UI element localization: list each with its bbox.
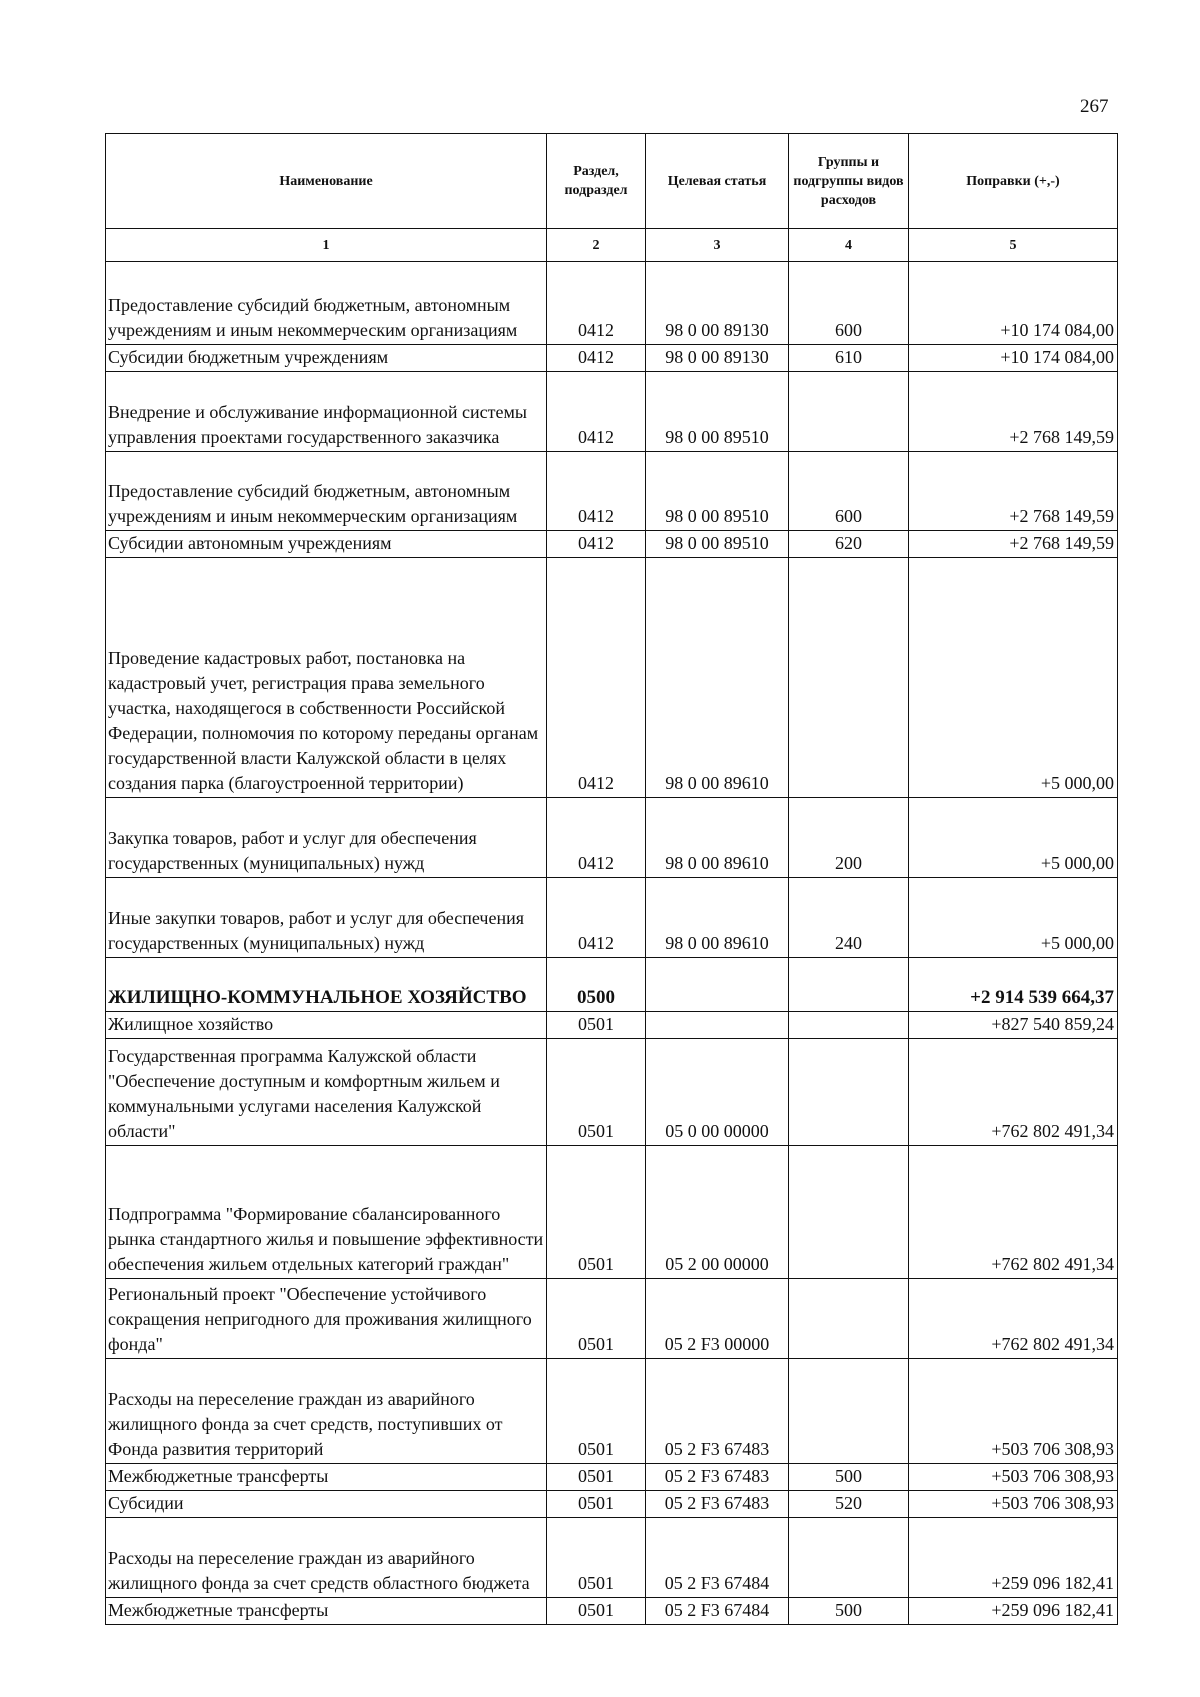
header-section: Раздел, подраздел	[547, 134, 646, 229]
row-amount: +259 096 182,41	[909, 1518, 1118, 1598]
row-target: 98 0 00 89510	[646, 452, 789, 531]
table-row	[106, 345, 1118, 372]
row-name: Подпрограмма "Формирование сбалансированного рынка стандартного жилья и повышение эффективности обеспечения жильем отдельных категорий граждан"	[106, 1146, 547, 1279]
table-row	[106, 558, 1118, 798]
row-amount: +5 000,00	[909, 798, 1118, 878]
header-target: Целевая статья	[646, 134, 789, 229]
row-name: Субсидии автономным учреждениям	[106, 531, 547, 558]
row-amount: +503 706 308,93	[909, 1359, 1118, 1464]
row-group: 500	[789, 1464, 909, 1491]
row-amount: +827 540 859,24	[909, 1012, 1118, 1039]
row-name: Закупка товаров, работ и услуг для обеспечения государственных (муниципальных) нужд	[106, 798, 547, 878]
row-group: 600	[789, 452, 909, 531]
row-target: 05 2 F3 67483	[646, 1464, 789, 1491]
row-name: Жилищное хозяйство	[106, 1012, 547, 1039]
row-section: 0412	[547, 262, 646, 345]
row-target: 98 0 00 89610	[646, 878, 789, 958]
row-name: Внедрение и обслуживание информационной системы управления проектами государственного заказчика	[106, 372, 547, 452]
row-target	[646, 958, 789, 1012]
row-group	[789, 1146, 909, 1279]
row-target: 98 0 00 89130	[646, 262, 789, 345]
row-group: 500	[789, 1598, 909, 1625]
table-row	[106, 1279, 1118, 1359]
table-row-section-total	[106, 958, 1118, 1012]
table-row	[106, 878, 1118, 958]
row-name: Предоставление субсидий бюджетным, автономным учреждениям и иным некоммерческим организациям	[106, 452, 547, 531]
row-amount: +10 174 084,00	[909, 262, 1118, 345]
row-target: 05 2 F3 67484	[646, 1518, 789, 1598]
row-group: 200	[789, 798, 909, 878]
table-row	[106, 1012, 1118, 1039]
row-group	[789, 1279, 909, 1359]
row-group	[789, 1012, 909, 1039]
row-section: 0412	[547, 452, 646, 531]
page-number: 267	[1080, 96, 1109, 117]
row-amount: +762 802 491,34	[909, 1146, 1118, 1279]
row-name: Субсидии	[106, 1491, 547, 1518]
row-amount: +762 802 491,34	[909, 1039, 1118, 1146]
row-group	[789, 1039, 909, 1146]
table-row	[106, 1518, 1118, 1598]
row-name: Предоставление субсидий бюджетным, автономным учреждениям и иным некоммерческим организациям	[106, 262, 547, 345]
row-amount: +2 768 149,59	[909, 452, 1118, 531]
row-group: 610	[789, 345, 909, 372]
row-amount: +10 174 084,00	[909, 345, 1118, 372]
row-target: 05 2 F3 67483	[646, 1491, 789, 1518]
row-group: 600	[789, 262, 909, 345]
row-target	[646, 1012, 789, 1039]
row-section: 0501	[547, 1279, 646, 1359]
row-amount: +2 914 539 664,37	[909, 958, 1118, 1012]
row-section: 0501	[547, 1012, 646, 1039]
row-target: 05 2 F3 00000	[646, 1279, 789, 1359]
row-target: 05 2 F3 67484	[646, 1598, 789, 1625]
table-row	[106, 452, 1118, 531]
row-section: 0500	[547, 958, 646, 1012]
row-amount: +5 000,00	[909, 558, 1118, 798]
row-name: Субсидии бюджетным учреждениям	[106, 345, 547, 372]
row-section: 0412	[547, 558, 646, 798]
row-name: Иные закупки товаров, работ и услуг для обеспечения государственных (муниципальных) нужд	[106, 878, 547, 958]
table-row	[106, 262, 1118, 345]
row-section: 0412	[547, 372, 646, 452]
table-row	[106, 1039, 1118, 1146]
column-number-row	[106, 229, 1118, 262]
row-section: 0501	[547, 1598, 646, 1625]
row-section: 0501	[547, 1464, 646, 1491]
row-amount: +762 802 491,34	[909, 1279, 1118, 1359]
column-number: 4	[789, 229, 909, 262]
row-name: ЖИЛИЩНО-КОММУНАЛЬНОЕ ХОЗЯЙСТВО	[106, 958, 547, 1012]
table-row	[106, 531, 1118, 558]
table-row	[106, 1359, 1118, 1464]
row-amount: +503 706 308,93	[909, 1491, 1118, 1518]
row-group: 520	[789, 1491, 909, 1518]
row-group: 620	[789, 531, 909, 558]
row-target: 98 0 00 89510	[646, 531, 789, 558]
header-amount: Поправки (+,-)	[909, 134, 1118, 229]
header-name: Наименование	[106, 134, 547, 229]
header-group: Группы и подгруппы видов расходов	[789, 134, 909, 229]
row-group	[789, 1518, 909, 1598]
row-target: 98 0 00 89610	[646, 798, 789, 878]
row-section: 0501	[547, 1146, 646, 1279]
row-group	[789, 372, 909, 452]
row-target: 98 0 00 89610	[646, 558, 789, 798]
row-section: 0501	[547, 1039, 646, 1146]
row-target: 98 0 00 89130	[646, 345, 789, 372]
row-amount: +5 000,00	[909, 878, 1118, 958]
row-amount: +2 768 149,59	[909, 531, 1118, 558]
table-row	[106, 1491, 1118, 1518]
table-header-row	[106, 134, 1118, 229]
row-target: 05 2 F3 67483	[646, 1359, 789, 1464]
row-group	[789, 1359, 909, 1464]
row-name: Проведение кадастровых работ, постановка на кадастровый учет, регистрация права земельного участка, находящегося в собственности Российской Федерации, полномочия по которому переданы органам государственной власти Калужской области в целях создания парка (благоустроенной территории)	[106, 558, 547, 798]
row-target: 05 2 00 00000	[646, 1146, 789, 1279]
row-section: 0501	[547, 1518, 646, 1598]
row-amount: +2 768 149,59	[909, 372, 1118, 452]
table-row	[106, 798, 1118, 878]
column-number: 5	[909, 229, 1118, 262]
table-row	[106, 1464, 1118, 1491]
table-row	[106, 372, 1118, 452]
row-section: 0501	[547, 1359, 646, 1464]
row-amount: +503 706 308,93	[909, 1464, 1118, 1491]
row-section: 0412	[547, 798, 646, 878]
column-number: 1	[106, 229, 547, 262]
row-section: 0501	[547, 1491, 646, 1518]
row-name: Межбюджетные трансферты	[106, 1598, 547, 1625]
row-section: 0412	[547, 878, 646, 958]
row-amount: +259 096 182,41	[909, 1598, 1118, 1625]
row-group	[789, 558, 909, 798]
row-name: Межбюджетные трансферты	[106, 1464, 547, 1491]
column-number: 2	[547, 229, 646, 262]
table-row	[106, 1146, 1118, 1279]
row-name: Расходы на переселение граждан из аварийного жилищного фонда за счет средств областного бюджета	[106, 1518, 547, 1598]
table-row	[106, 1598, 1118, 1625]
row-section: 0412	[547, 345, 646, 372]
row-group	[789, 958, 909, 1012]
column-number: 3	[646, 229, 789, 262]
row-name: Расходы на переселение граждан из аварийного жилищного фонда за счет средств, поступивших от Фонда развития территорий	[106, 1359, 547, 1464]
budget-table	[105, 133, 1118, 1625]
row-target: 98 0 00 89510	[646, 372, 789, 452]
row-section: 0412	[547, 531, 646, 558]
row-name: Государственная программа Калужской области "Обеспечение доступным и комфортным жильем и коммунальными услугами населения Калужской области"	[106, 1039, 547, 1146]
row-group: 240	[789, 878, 909, 958]
row-name: Региональный проект "Обеспечение устойчивого сокращения непригодного для проживания жилищного фонда"	[106, 1279, 547, 1359]
row-target: 05 0 00 00000	[646, 1039, 789, 1146]
